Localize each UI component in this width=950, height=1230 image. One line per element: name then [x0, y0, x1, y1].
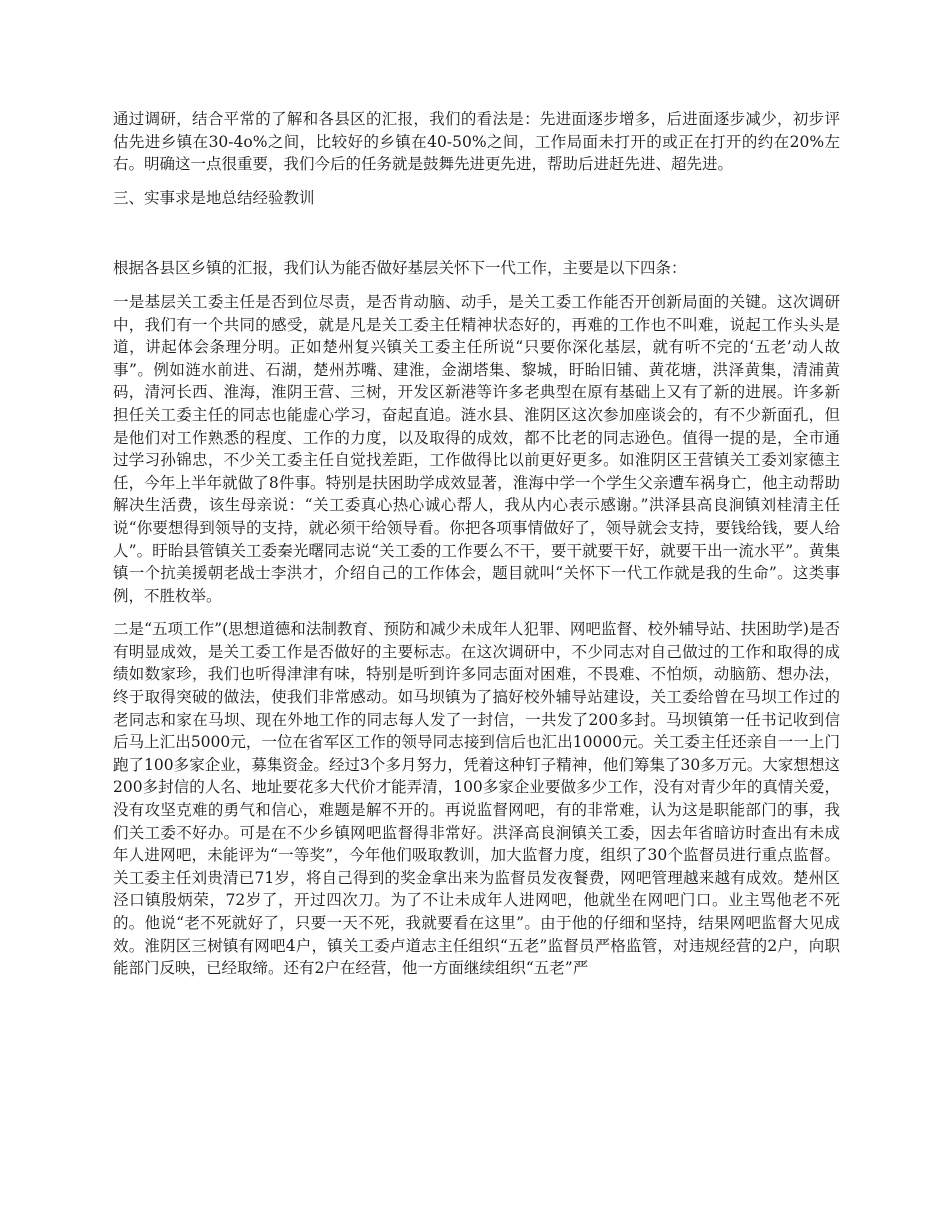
section-spacer	[113, 209, 840, 257]
point-two-paragraph: 二是“五项工作”(思想道德和法制教育、预防和减少未成年人犯罪、网吧监督、校外辅导站、扶困助学)是否有明显成效，是关工委工作是否做好的主要标志。在这次调研中，不少同志对自己做过的工作和取得的成绩如数家珍，我们也听得津津有味，特别是听到许多同志面对困难，不畏难、不怕烦，动脑筋、想办法，终于取得突破的做法，使我们非常感动。如马坝镇为了搞好校外辅导站建设，关工委给曾在马坝工作过的老同志和家在马坝、现在外地工作的同志每人发了一封信，一共发了200多封。马坝镇第一任书记收到信后马上汇出5000元，一位在省军区工作的领导同志接到信后也汇出10000元。关工委主任还亲自一一上门跑了100多家企业，募集资金。经过3个多月努力，凭着这种钉子精神，他们筹集了30多万元。大家想想这200多封信的人名、地址要花多大代价才能弄清，100多家企业要做多少工作，没有对青少年的真情关爱，没有攻坚克难的勇气和信心，难题是解不开的。再说监督网吧，有的非常难，认为这是职能部门的事，我们关工委不好办。可是在不少乡镇网吧监督得非常好。洪泽高良涧镇关工委，因去年省暗访时查出有未成年人进网吧，未能评为“一等奖”，今年他们吸取教训，加大监督力度，组织了30个监督员进行重点监督。关工委主任刘贵清已71岁，将自己得到的奖金拿出来为监督员发夜餐费，网吧管理越来越有成效。楚州区泾口镇殷炳荣，72岁了，开过四次刀。为了不让未成年人进网吧，他就坐在网吧门口。业主骂他老不死的。他说“老不死就好了，只要一天不死，我就要看在这里”。由于他的仔细和坚持，结果网吧监督大见成效。淮阴区三树镇有网吧4户，镇关工委卢道志主任组织“五老”监督员严格监管，对违规经营的2户，向职能部门反映，已经取缔。还有2户在经营，他一方面继续组织“五老”严	[113, 620, 840, 978]
point-one-paragraph: 一是基层关工委主任是否到位尽责，是否肯动脑、动手，是关工委工作能否开创新局面的关键。这次调研中，我们有一个共同的感受，就是凡是关工委主任精神状态好的，再难的工作也不叫难，说起工作头头是道，讲起体会条理分明。正如楚州复兴镇关工委主任所说“只要你深化基层，就有听不完的‘五老’动人故事”。例如涟水前进、石湖，楚州苏嘴、建淮，金湖塔集、黎城，盱眙旧铺、黄花塘，洪泽黄集，清浦黄码，清河长西、淮海，淮阴王营、三树，开发区新港等许多老典型在原有基础上又有了新的进展。许多新担任关工委主任的同志也能虚心学习，奋起直追。涟水县、淮阴区这次参加座谈会的，有不少新面孔，但是他们对工作熟悉的程度、工作的力度，以及取得的成效，都不比老的同志逊色。值得一提的是，全市通过学习孙锦忠，不少关工委主任自觉找差距，工作做得比以前更好更多。如淮阴区王营镇关工委刘家德主任，今年上半年就做了8件事。特别是扶困助学成效显著，淮海中学一个学生父亲遭车祸身亡，他主动帮助解决生活费，该生母亲说：“关工委真心热心诚心帮人，我从内心表示感谢。”洪泽县高良涧镇刘桂清主任说“你要想得到领导的支持，就必须干给领导看。你把各项事情做好了，领导就会支持，要钱给钱，要人给人”。盱眙县管镇关工委秦光曙同志说“关工委的工作要么不干，要干就要干好，就要干出一流水平”。黄集镇一个抗美援朝老战士李洪才，介绍自己的工作体会，题目就叫“关怀下一代工作就是我的生命”。这类事例，不胜枚举。	[113, 292, 840, 605]
lead-paragraph: 根据各县区乡镇的汇报，我们认为能否做好基层关怀下一代工作，主要是以下四条：	[113, 259, 687, 278]
section-heading: 三、实事求是地总结经验教训	[113, 188, 315, 207]
intro-paragraph: 通过调研，结合平常的了解和各县区的汇报，我们的看法是：先进面逐步增多，后进面逐步减少，初步评估先进乡镇在30-4o%之间，比较好的乡镇在40-50%之间，工作局面未打开的或正在打开的约在20%左右。明确这一点很重要，我们今后的任务就是鼓舞先进更先进，帮助后进赶先进、超先进。	[113, 110, 840, 174]
document-page	[113, 108, 840, 991]
